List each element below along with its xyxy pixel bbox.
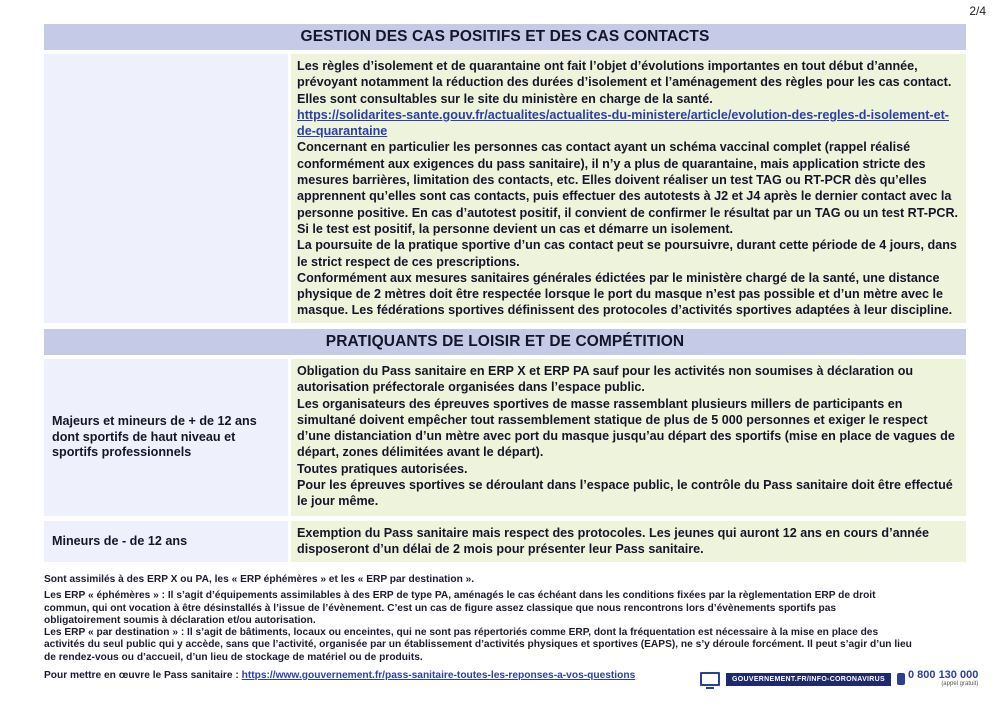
hotline-note: (appel gratuit) [941, 681, 979, 687]
majeurs-label-cell [44, 359, 288, 516]
section-title-cas-contacts: GESTION DES CAS POSITIFS ET DES CAS CONTACTS [44, 24, 966, 50]
footer-notes [44, 574, 964, 664]
pass-obligation-paragraph: Obligation du Pass sanitaire en ERP X et ERP PA sauf pour les activités non soumises à déclaration ou autorisation préfectorale organisées dans l’espace public. [297, 364, 914, 395]
solidarites-sante-link[interactable]: https://solidarites-sante.gouv.fr/actualites/actualites-du-ministere/article/evolution-des-regles-d-isolement-et-de-quarantaine [297, 107, 949, 139]
gouvernement-pass-link[interactable]: https://www.gouvernement.fr/pass-sanitaire-toutes-les-reponses-a-vos-questions [241, 670, 636, 681]
section1-left-cell [44, 54, 288, 323]
footer-erp-ephemeres: Les ERP « éphémères » : Il s’agit d’équipements assimilables à des ERP de type PA, aménagés le cas échéant dans les conditions fixées par la règlementation ERP de droit commun, qui ont vocation à être désinstallés à l’issue de l’évènement. C’est un cas de figure assez classique que nous rencontrons lors d’évènements sportifs pas obligatoirement soumis à déclaration et/ou autorisation. [44, 590, 876, 626]
exemption-paragraph: Exemption du Pass sanitaire mais respect des protocoles. Les jeunes qui auront 12 ans en cours d’année disposeront d’un délai de 2 mois pour présenter leur Pass sanitaire. [297, 526, 929, 557]
phone-icon [897, 673, 905, 685]
majeurs-label: Majeurs et mineurs de + de 12 ans dont sportifs de haut niveau et sportifs professionnels [52, 414, 257, 460]
epreuves-masse-paragraph: Les organisateurs des épreuves sportives de masse rassemblant plusieurs millers de participants en simultané doivent empêcher tout rassemblement statique de plus de 5 000 personnes et exiger le respect d’une distanciation d’un mètre avec port du masque jusqu’au départ des sportifs (mise en place de vagues de départ, zones délimitées avant le départ). [297, 396, 955, 460]
pass-sanitaire-label: Pour mettre en œuvre le Pass sanitaire : [44, 670, 239, 681]
section1-right-cell [291, 54, 966, 323]
isolation-rules-paragraph: Les règles d’isolement et de quarantaine ont fait l’objet d’évolutions importantes en tout début d’année, prévoyant notamment la réduction des durées d’isolement et l’aménagement des règles pour les cas contact. Elles sont consultables sur le site du ministère en charge de la santé. [297, 59, 952, 106]
majeurs-rules-cell [291, 359, 966, 516]
controle-pass-paragraph: Pour les épreuves sportives se déroulant dans l’espace public, le contrôle du Pass sanitaire doit être effectué le jour même. [297, 478, 953, 509]
mineurs-rules-cell [291, 521, 966, 562]
page-number: 2/4 [969, 4, 986, 18]
hotline-block [897, 670, 978, 688]
mineurs-label: Mineurs de - de 12 ans [52, 533, 188, 548]
pass-sanitaire-line [44, 670, 694, 682]
footer-erp-destination: Les ERP « par destination » : Il s’agit de bâtiments, locaux ou enceintes, qui ne sont pas répertoriés comme ERP, dont la fréquentation est nécessaire à la mise en place des activités du seul public qui y accède, sans que l’activité, organisée par un établissement d’activités physiques et sportives (EAPS), ne s’y déroule forcément. Il peut s’agir d’un lieu de rendez-vous ou d’accueil, d’un lieu de stockage de matériel ou de produits. [44, 627, 912, 663]
hotline-number: 0 800 130 000 [907, 669, 979, 681]
computer-monitor-icon [700, 672, 720, 686]
footer-erp-intro: Sont assimilés à des ERP X ou PA, les « ERP éphémères » et les « ERP par destination ». [44, 574, 475, 585]
section-title-pratiquants: PRATIQUANTS DE LOISIR ET DE COMPÉTITION [44, 329, 966, 355]
gouvernement-info-badge[interactable]: GOUVERNEMENT.FR/INFO-CORONAVIRUS [726, 673, 891, 686]
distance-physique-paragraph: Conformément aux mesures sanitaires générales édictées par le ministère chargé de la santé, une distance physique de 2 mètres doit être respectée lorsque le port du masque n’est pas possible et d’un mètre avec le masque. Les fédérations sportives définissent des protocoles d’activités sportives adaptées à leur discipline. [297, 270, 953, 318]
pratiques-autorisees-paragraph: Toutes pratiques autorisées. [297, 461, 468, 476]
pratique-sportive-paragraph: La poursuite de la pratique sportive d’un cas contact peut se poursuivre, durant cette période de 4 jours, dans le strict respect de ces prescriptions. [297, 238, 957, 269]
mineurs-label-cell [44, 521, 288, 562]
cas-contact-paragraph: Concernant en particulier les personnes cas contact ayant un schéma vaccinal complet (rappel réalisé conformément aux exigences du pass sanitaire), il n’y a plus de quarantaine, mais application stricte des mesures barrières, limitation des contacts, etc. Elles doivent réaliser un test TAG ou RT-PCR dès qu’elles apprennent qu’elles sont cas contacts, puis effectuer des autotests à J2 et J4 après le dernier contact avec la personne positive. En cas d’autotest positif, il convient de confirmer le résultat par un TAG ou un test RT-PCR. Si le test est positif, la personne devient un cas et démarre un isolement. [297, 140, 959, 236]
government-logo-bar [700, 670, 978, 688]
